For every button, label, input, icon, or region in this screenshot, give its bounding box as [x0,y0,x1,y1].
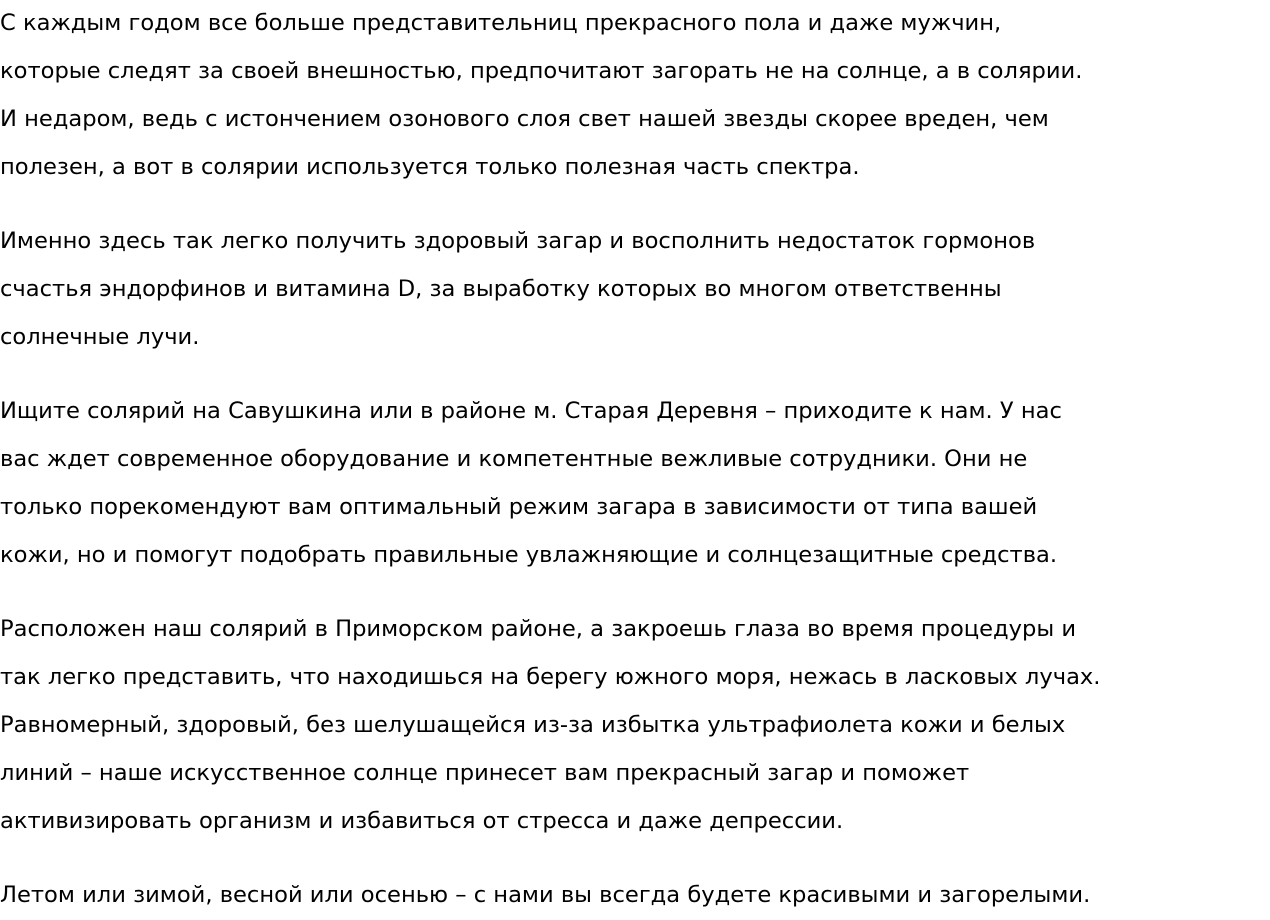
paragraph-line: так легко представить, что находишься на берегу южного моря, нежась в ласковых лучах. [0,664,1101,690]
paragraph-line: Ищите солярий на Савушкина или в районе м. Старая Деревня – приходите к нам. У нас [0,398,1062,424]
paragraph-line: вас ждет современное оборудование и компетентные вежливые сотрудники. Они не [0,446,1028,472]
paragraph-line: которые следят за своей внешностью, предпочитают загорать не на солнце, а в солярии. [0,58,1083,84]
paragraph-line: С каждым годом все больше представительниц прекрасного пола и даже мужчин, [0,10,1002,36]
paragraph-line: только порекомендуют вам оптимальный режим загара в зависимости от типа вашей [0,494,1038,520]
paragraph-closing [0,871,1270,919]
paragraph-line: полезен, а вот в солярии используется только полезная часть спектра. [0,154,860,180]
paragraph-line: Расположен наш солярий в Приморском районе, а закроешь глаза во время процедуры и [0,616,1077,642]
paragraph-line: Именно здесь так легко получить здоровый загар и восполнить недостаток гормонов [0,228,1036,254]
paragraph-line: кожи, но и помогут подобрать правильные увлажняющие и солнцезащитные средства. [0,542,1058,568]
paragraph-line: Летом или зимой, весной или осенью – с нами вы всегда будете красивыми и загорелыми. [0,882,1091,908]
paragraph-line: счастья эндорфинов и витамина D, за выработку которых во многом ответственны [0,276,1002,302]
paragraph-location [0,387,1270,579]
paragraph-line: И недаром, ведь с истончением озонового слоя свет нашей звезды скорее вреден, чем [0,106,1049,132]
paragraph-benefits [0,217,1270,361]
paragraph-line: активизировать организм и избавиться от стресса и даже депрессии. [0,808,844,834]
paragraph-line: солнечные лучи. [0,324,200,350]
paragraph-line: линий – наше искусственное солнце принесет вам прекрасный загар и поможет [0,760,970,786]
paragraph-intro [0,0,1270,191]
paragraph-experience [0,605,1270,845]
paragraph-line: Равномерный, здоровый, без шелушащейся из-за избытка ультрафиолета кожи и белых [0,712,1066,738]
